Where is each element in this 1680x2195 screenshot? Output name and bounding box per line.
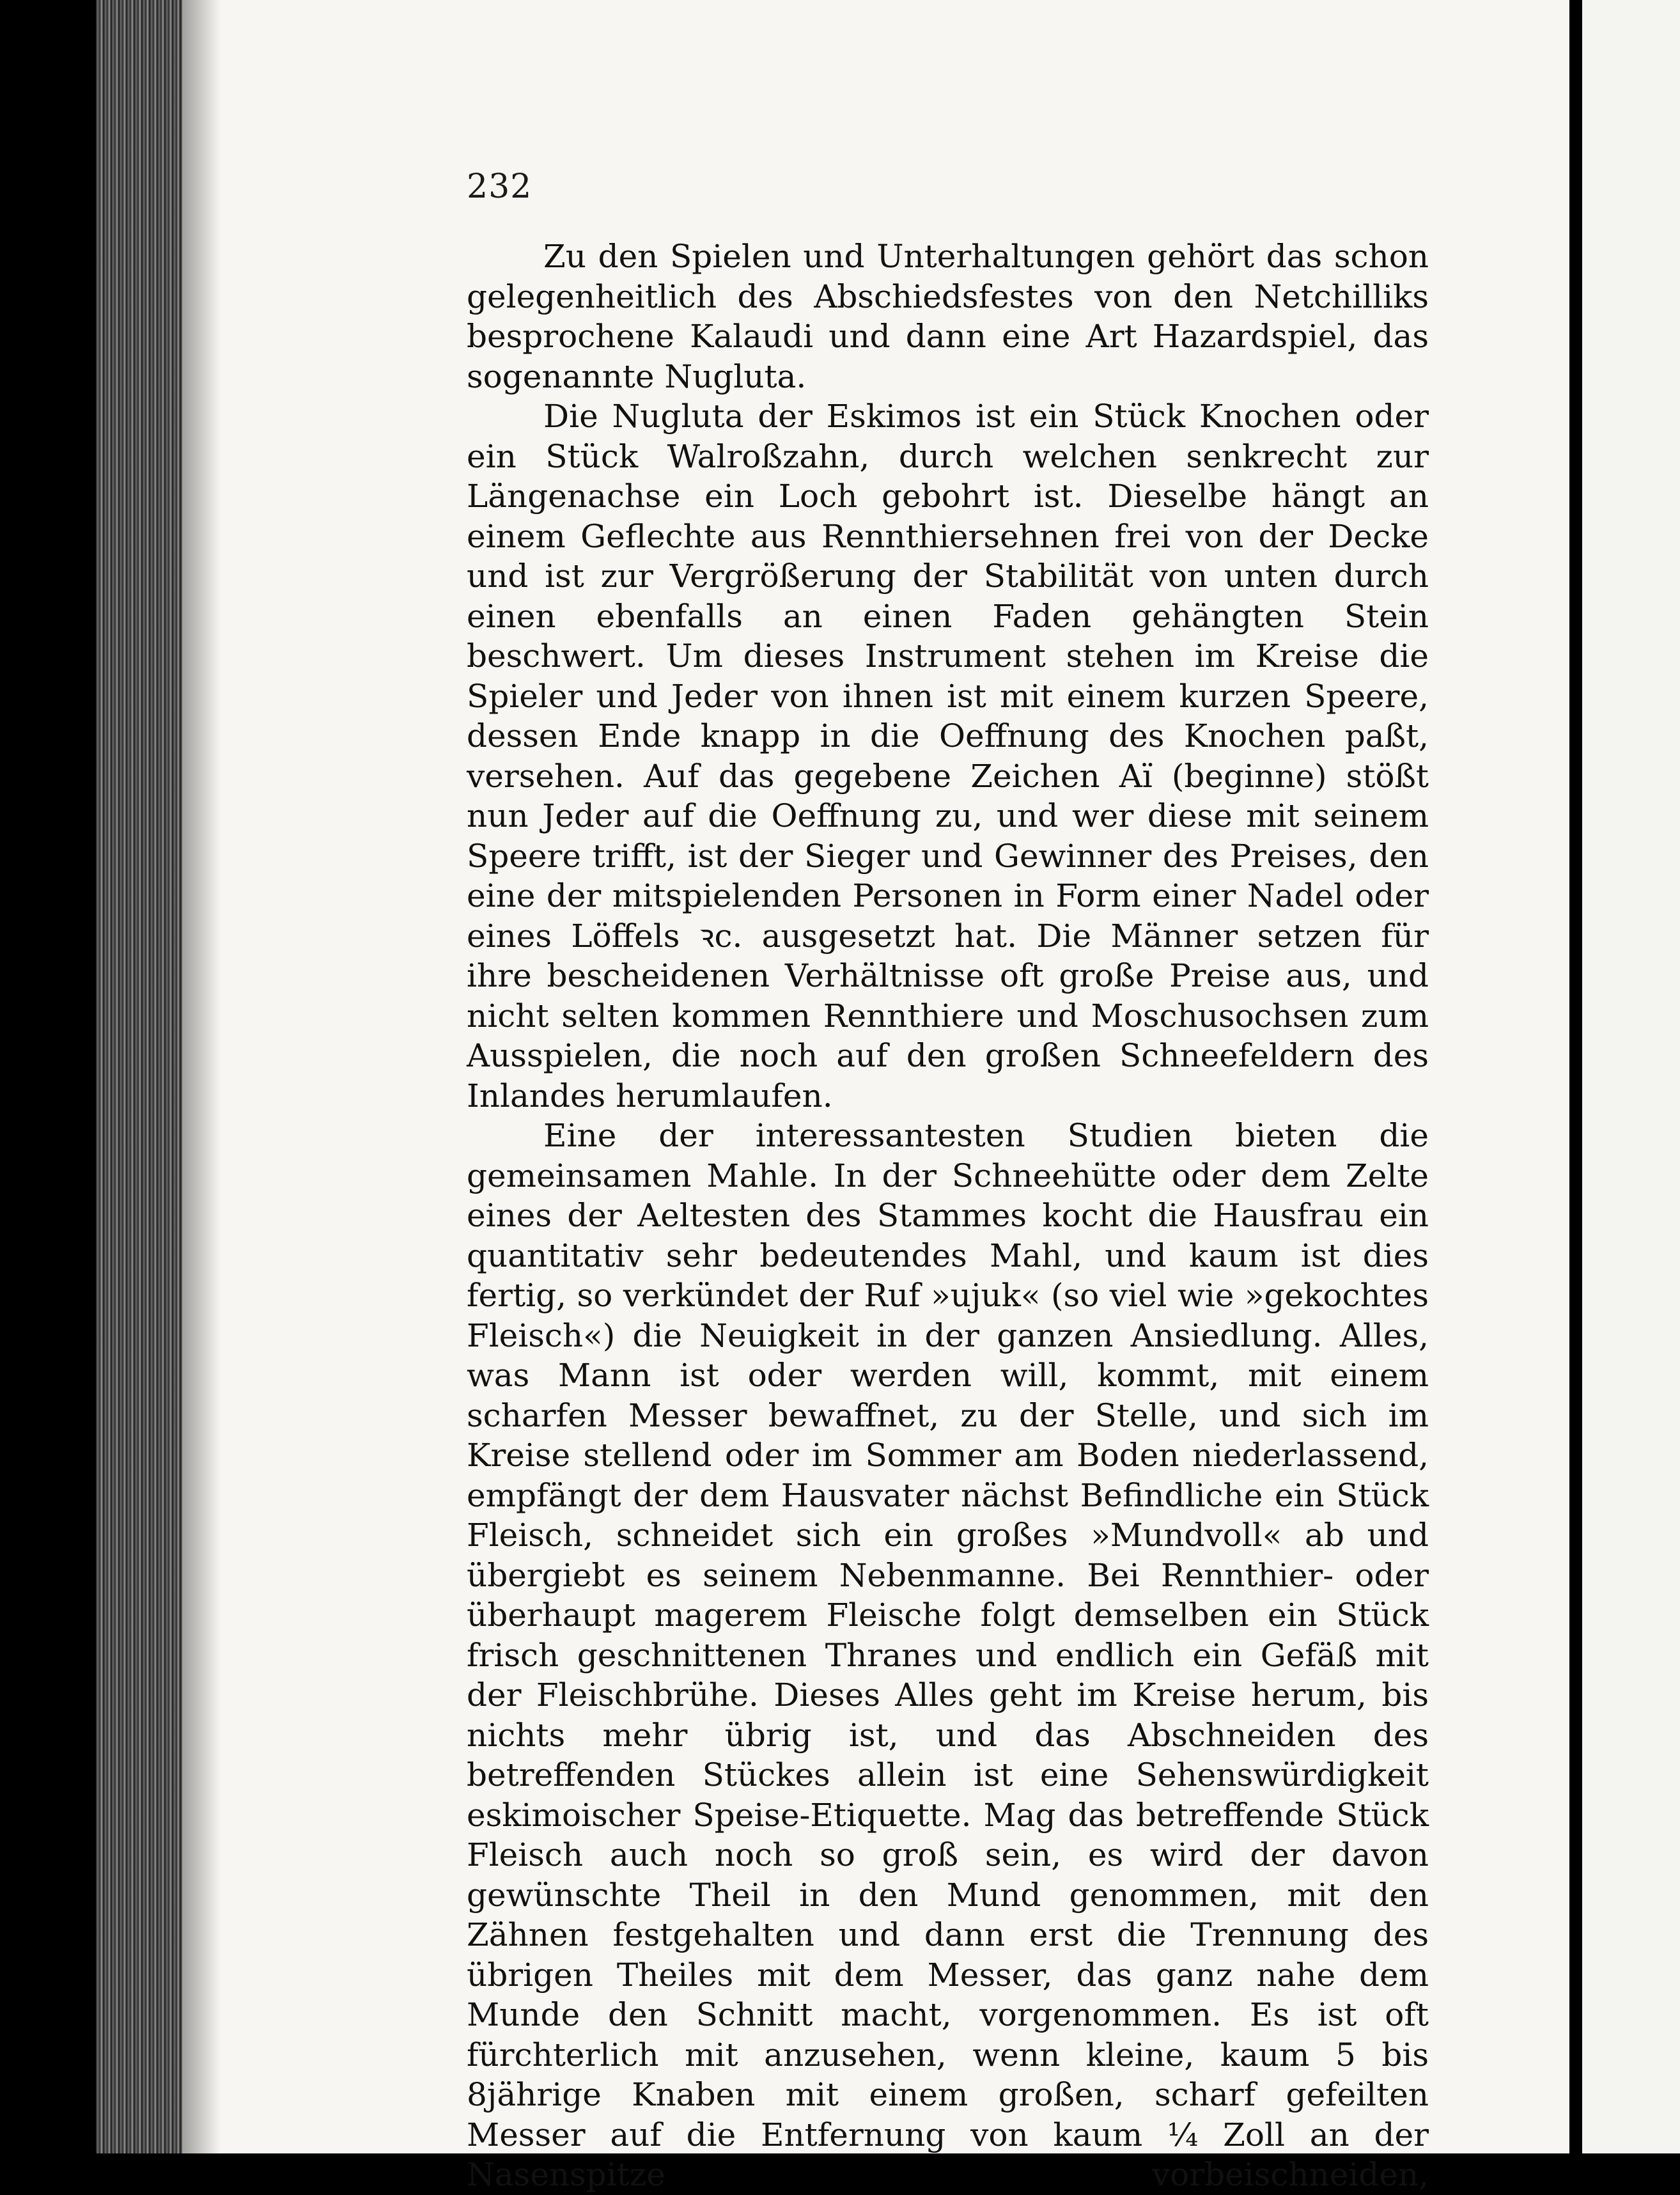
page-edges bbox=[96, 0, 182, 2153]
paragraph: Die Nugluta der Eskimos ist ein Stück Knochen oder ein Stück Walroßzahn, durch welchen senkrecht zur Längenachse ein Loch gebohrt ist. Dieselbe hängt an einem Geflechte aus Rennthiersehnen frei von der Decke und ist zur Vergrößerung der Stabilität von unten durch einen ebenfalls an einen Faden gehängten Stein beschwert. Um dieses Instrument stehen im Kreise die Spieler und Jeder von ihnen ist mit einem kurzen Speere, dessen Ende knapp in die Oeffnung des Knochen paßt, versehen. Auf das gegebene Zeichen Aï (beginne) stößt nun Jeder auf die Oeffnung zu, und wer diese mit seinem Speere trifft, ist der Sieger und Gewinner des Preises, den eine der mitspielenden Personen in Form einer Nadel oder eines Löffels ꝛc. ausgesetzt hat. Die Männer setzen für ihre bescheidenen Verhältnisse oft große Preise aus, und nicht selten kommen Rennthiere und Moschusochsen zum Ausspielen, die noch auf den großen Schneefeldern des Inlandes herumlaufen. bbox=[467, 398, 1429, 1114]
paragraph: Zu den Spielen und Unterhaltungen gehört das schon gelegenheitlich des Abschiedsfestes von den Netchilliks besprochene Kalaudi und dann eine Art Hazardspiel, das sogenannte Nugluta. bbox=[467, 238, 1429, 395]
paragraph: Eine der interessantesten Studien bieten die gemeinsamen Mahle. In der Schneehütte oder dem Zelte eines der Aeltesten des Stammes kocht die Hausfrau ein quantitativ sehr bedeutendes Mahl, und kaum ist dies fertig, so verkündet der Ruf »ujuk« (so viel wie »gekochtes Fleisch«) die Neuigkeit in der ganzen Ansiedlung. Alles, was Mann ist oder werden will, kommt, mit einem scharfen Messer bewaffnet, zu der Stelle, und sich im Kreise stellend oder im Sommer am Boden niederlassend, empfängt der dem Hausvater nächst Befindliche ein Stück Fleisch, schneidet sich ein großes »Mundvoll« ab und übergiebt es seinem Nebenmanne. Bei Rennthier- oder überhaupt magerem Fleische folgt demselben ein Stück frisch geschnittenen Thranes und endlich ein Gefäß mit der Fleischbrühe. Dieses Alles geht im Kreise herum, bis nichts mehr übrig ist, und das Abschneiden des betreffenden Stückes allein ist eine Sehenswürdigkeit eskimoischer Speise-Etiquette. Mag das betreffende Stück Fleisch auch noch so groß sein, es wird der davon gewünschte Theil in den Mund genommen, mit den Zähnen festgehalten und dann erst die Trennung des übrigen Theiles mit dem Messer, das ganz nahe dem Munde den Schnitt macht, vorgenommen. Es ist oft fürchterlich mit anzusehen, wenn kleine, kaum 5 bis 8jährige Knaben mit einem großen, scharf gefeilten Messer auf die Entfernung von kaum ¼ Zoll an der Nasenspitze vorbeischneiden, bbox=[467, 1117, 1429, 2193]
body-text bbox=[467, 237, 1429, 2195]
facing-page-edge bbox=[1582, 0, 1680, 2153]
gutter-shadow bbox=[182, 0, 221, 2153]
page-number: 232 bbox=[467, 168, 533, 206]
